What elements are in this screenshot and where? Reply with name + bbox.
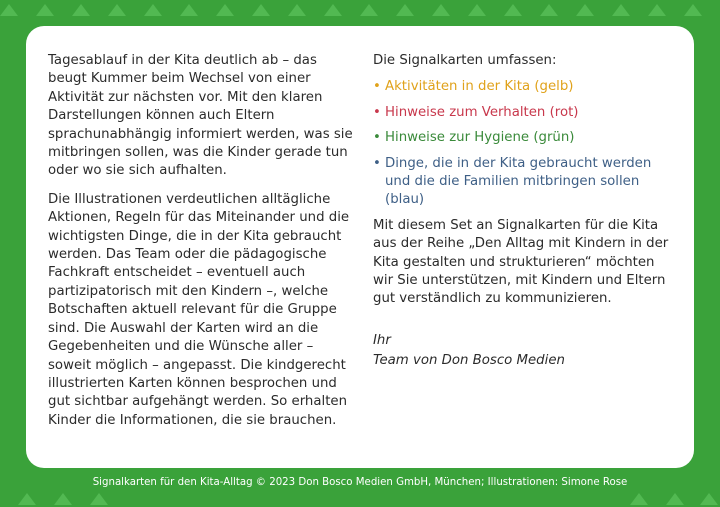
- signature-line-2: Team von Don Bosco Medien: [373, 352, 565, 368]
- signature: [373, 331, 678, 371]
- list-item-green: [373, 129, 678, 147]
- list-item-text: Hinweise zum Verhalten (rot): [385, 104, 579, 120]
- list-item-blue: [373, 155, 678, 210]
- bullet-icon: •: [373, 155, 381, 171]
- paragraph-illustrations: Die Illustrationen verdeutlichen alltägliche Aktionen, Regeln für das Miteinander und die wichtigsten Dinge, die in der Kita gebraucht werden. Das Team oder die pädagogische Fachkraft entscheidet – eventuell auch partizipatorisch mit den Kindern –, welche Botschaften aktuell relevant für die Gruppe sind. Die Auswahl der Karten wird an die Gegebenheiten und die Wünsche aller – soweit möglich – angepasst. Die kindgerecht illustrierten Karten können besprochen und gut sichtbar aufgehängt werden. So erhalten Kinder die Informationen, die sie brauchen.: [48, 191, 350, 428]
- content-card: [26, 26, 694, 468]
- list-item-red: [373, 104, 678, 122]
- right-column: [373, 52, 678, 371]
- list-item-text: Aktivitäten in der Kita (gelb): [385, 79, 574, 95]
- bullet-icon: •: [373, 79, 381, 95]
- copyright-footer: Signalkarten für den Kita-Alltag © 2023 Don Bosco Medien GmbH, München; Illustrationen: Simone Rose: [92, 477, 628, 488]
- signal-card-list: [373, 78, 678, 209]
- list-item-text: Hinweise zur Hygiene (grün): [385, 130, 575, 146]
- list-item-text: Dinge, die in der Kita gebraucht werden und die die Familien mitbringen sollen (blau): [385, 155, 652, 208]
- decorative-triangle-border-top: [0, 0, 720, 22]
- bullet-icon: •: [373, 130, 381, 146]
- paragraph-intro: Tagesablauf in der Kita deutlich ab – das beugt Kummer beim Wechsel von einer Aktivität zur nächsten vor. Mit den klaren Darstellungen können auch Eltern sprachunabhängig informiert werden, was sie mitbringen sollen, was die Kinder gerade tun oder wo sie sich aufhalten.: [48, 53, 353, 179]
- list-intro: Die Signalkarten umfassen:: [373, 53, 557, 68]
- list-item-yellow: [373, 78, 678, 96]
- signature-line-1: Ihr: [373, 332, 391, 348]
- bullet-icon: •: [373, 104, 381, 120]
- decorative-triangle-border-bottom: [0, 485, 720, 507]
- paragraph-closing: Mit diesem Set an Signalkarten für die Kita aus der Reihe „Den Alltag mit Kindern in der Kita gestalten und strukturieren“ möchten wir Sie unterstützen, mit Kindern und Eltern gut verständlich zu kommunizieren.: [373, 217, 669, 307]
- left-column: [48, 52, 358, 440]
